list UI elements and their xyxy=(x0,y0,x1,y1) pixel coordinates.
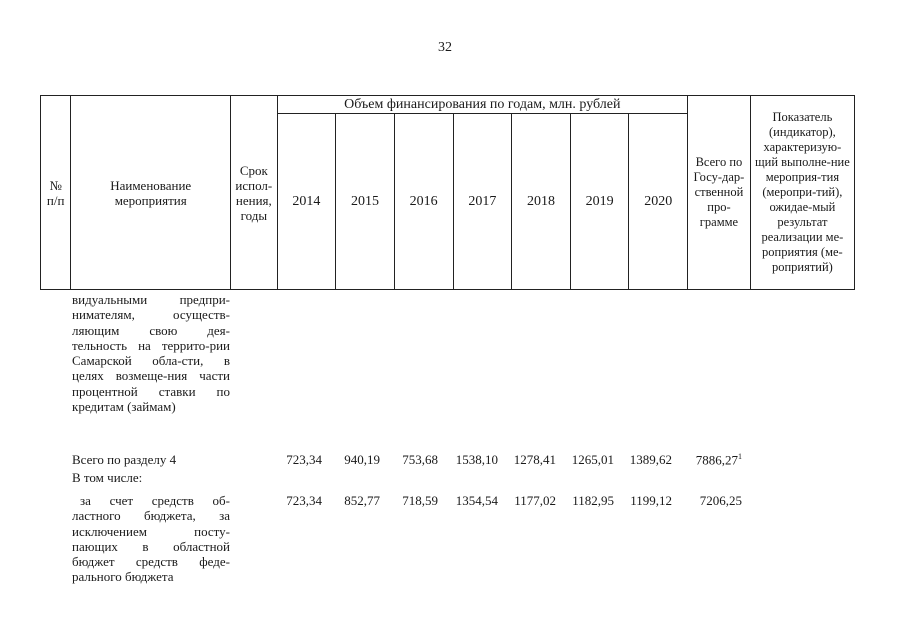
value-cell: 852,77 xyxy=(344,493,380,508)
header-year-2018: 2018 xyxy=(512,114,571,290)
total-value: 7886,27 xyxy=(695,452,738,468)
row-subtotal-label: В том числе: xyxy=(72,470,143,485)
header-name: Наименование мероприятия xyxy=(71,96,231,290)
header-year-2016: 2016 xyxy=(394,114,453,290)
value-cell: 1538,10 xyxy=(455,452,498,467)
page-number: 32 xyxy=(438,40,452,55)
value-cell: 1354,54 xyxy=(455,493,498,508)
total-value: 7206,25 xyxy=(699,493,742,508)
total-cell xyxy=(684,452,742,468)
value-cell: 1177,02 xyxy=(514,493,556,508)
value-cell: 1278,41 xyxy=(513,452,556,467)
value-cell: 723,34 xyxy=(286,493,322,508)
table-header xyxy=(40,95,855,290)
header-year-2019: 2019 xyxy=(570,114,629,290)
continued-text: видуальными предпри-нимателям, осуществ-ляющим свою дея-тельность на террито-рии Самарской обла-сти, в целях возмеще-ния части процентной ставки по кредитам (займам) xyxy=(72,292,230,415)
value-cell: 1265,01 xyxy=(571,452,614,467)
value-cell: 753,68 xyxy=(402,452,438,467)
header-num: № п/п xyxy=(41,96,71,290)
value-cell: 940,19 xyxy=(344,452,380,467)
value-cell: 1199,12 xyxy=(630,493,672,508)
value-cell: 723,34 xyxy=(286,452,322,467)
header-indicator: Показатель (индикатор), характеризую-щий выполне-ние мероприя-тия (меропри-тий), ожидае-мый результат реализации ме-роприятия (ме-роприятий) xyxy=(750,96,854,290)
header-year-2014: 2014 xyxy=(277,114,336,290)
header-year-2017: 2017 xyxy=(453,114,512,290)
header-year-2020: 2020 xyxy=(629,114,688,290)
value-cell: 718,59 xyxy=(402,493,438,508)
value-cell: 1389,62 xyxy=(629,452,672,467)
row-total-label: Всего по разделу 4 xyxy=(72,452,177,467)
footnote-mark: 1 xyxy=(738,452,742,461)
header-total: Всего по Госу-дар-ственной про-грамме xyxy=(688,96,751,290)
header-term: Срок испол-нения, годы xyxy=(231,96,278,290)
header-financing: Объем финансирования по годам, млн. рублей xyxy=(277,96,688,114)
row-regional-label: за счет средств об-ластного бюджета, за исключением посту-пающих в областной бюджет средств феде-рального бюджета xyxy=(72,493,230,585)
value-cell: 1182,95 xyxy=(572,493,614,508)
header-year-2015: 2015 xyxy=(336,114,395,290)
